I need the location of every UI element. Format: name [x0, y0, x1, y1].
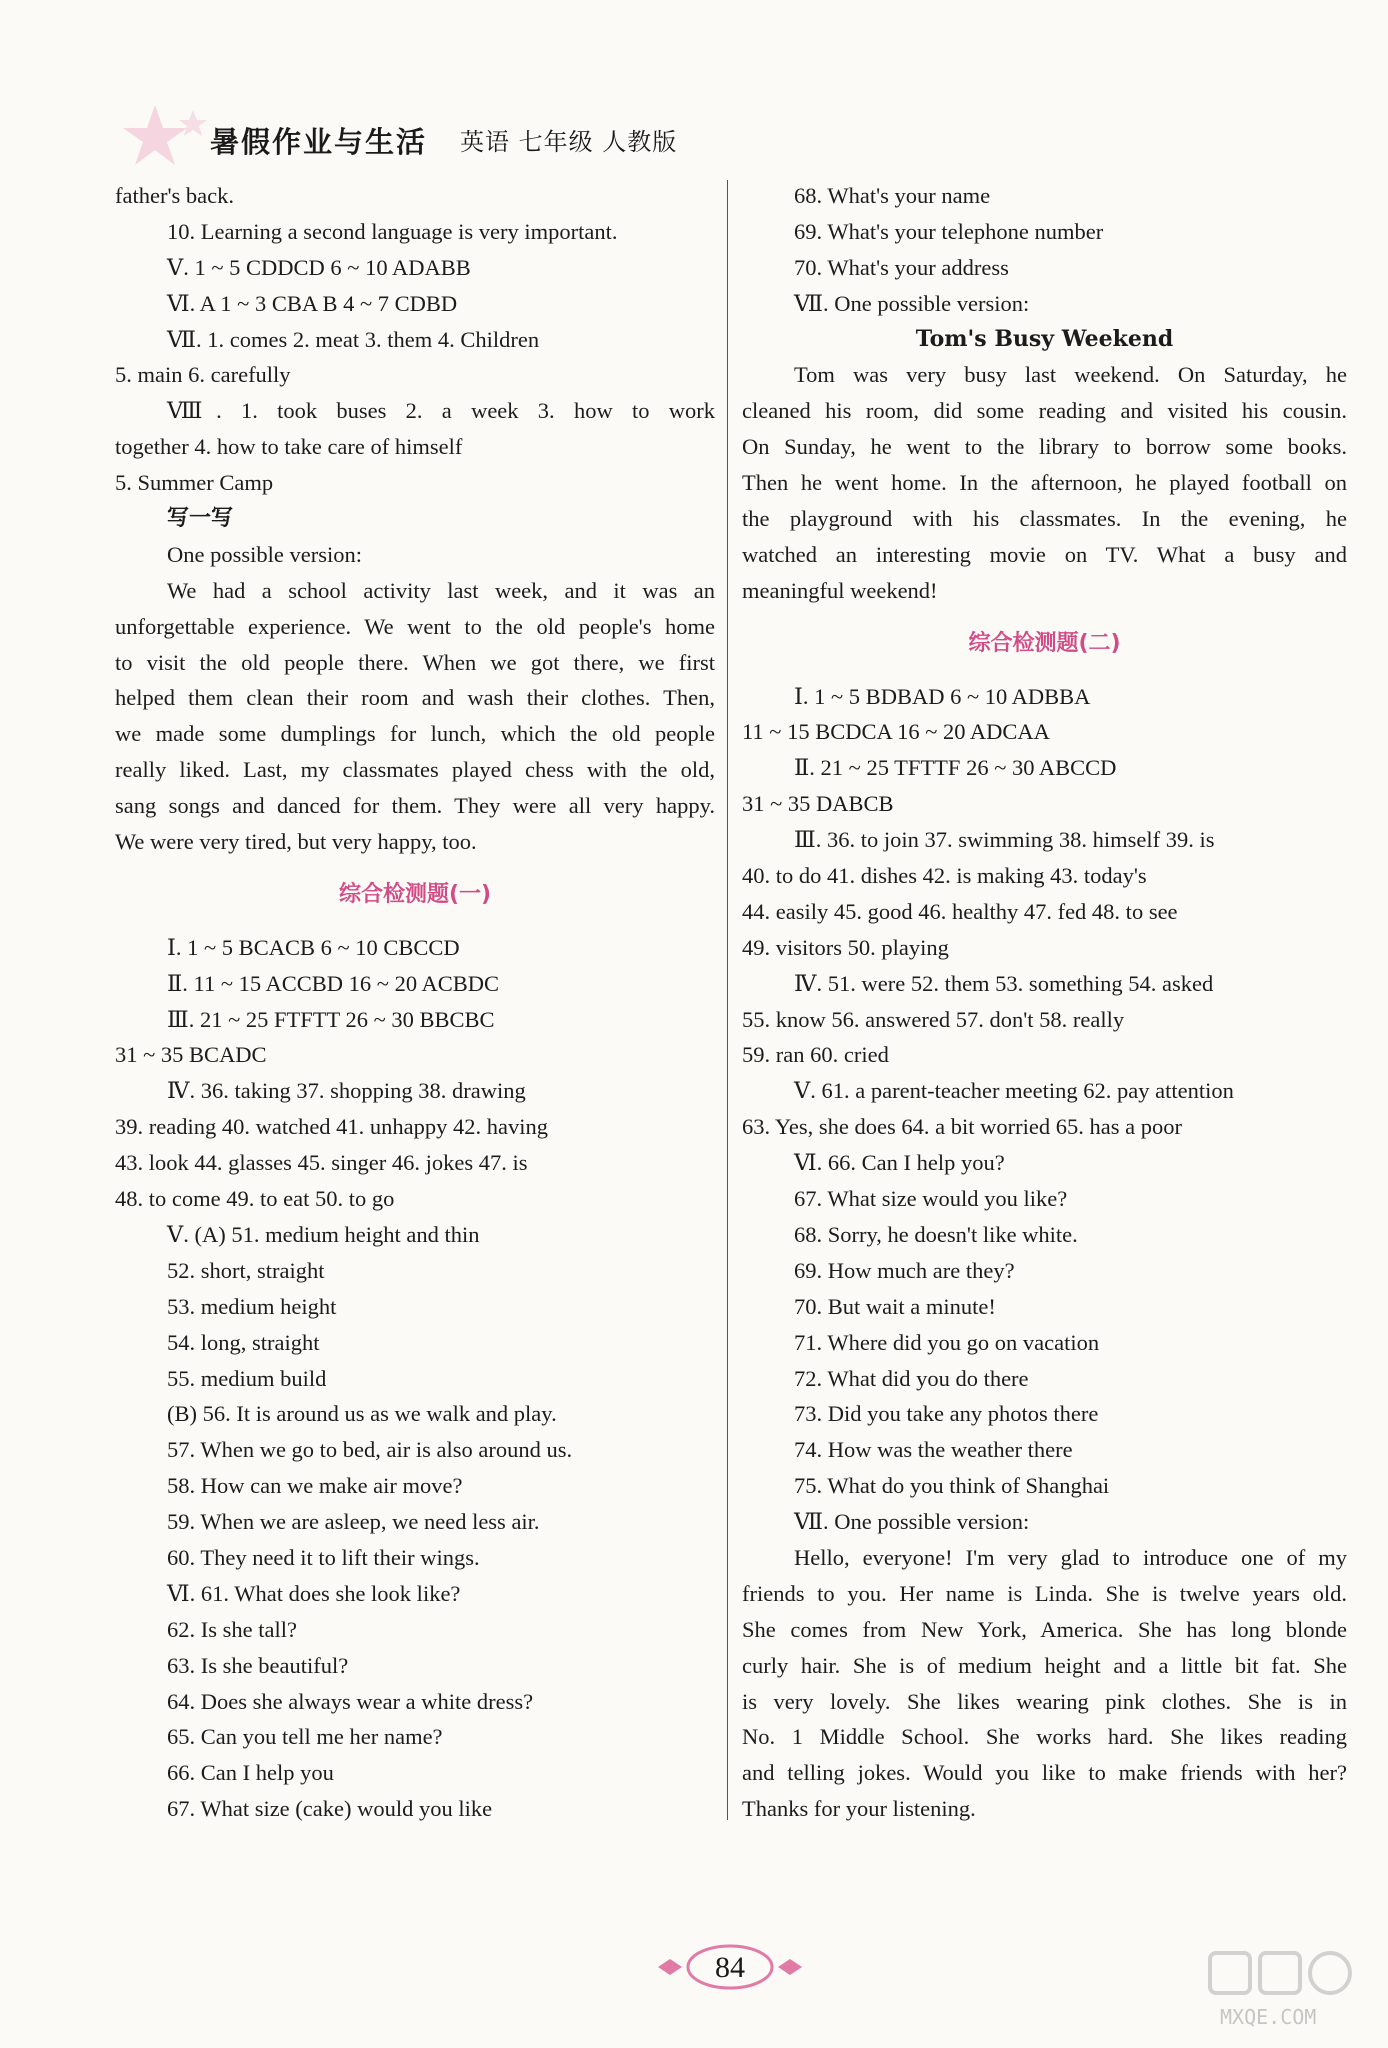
right-column-line: Ⅱ. 21 ~ 25 TFTTF 26 ~ 30 ABCCD	[794, 755, 1117, 781]
right-column-line: 55. know 56. answered 57. don't 58. really	[742, 1006, 1125, 1032]
left-column-line: 5. Summer Camp	[115, 470, 274, 496]
right-column-line: Ⅶ. One possible version:	[794, 1509, 1030, 1535]
left-column-line: 综合检测题(一)	[338, 881, 492, 907]
left-column-line: together 4. how to take care of himself	[115, 434, 463, 460]
left-column-line: 59. When we are asleep, we need less air.	[167, 1509, 540, 1535]
right-column-line: the playground with his classmates. In the evening, he	[742, 506, 1347, 532]
left-column-line: sang songs and danced for them. They were all very happy.	[115, 793, 715, 819]
column-divider	[727, 180, 728, 1820]
right-column-line: 71. Where did you go on vacation	[794, 1329, 1100, 1355]
left-column-line: Ⅷ. 1. took buses 2. a week 3. how to work	[167, 398, 715, 424]
right-column-line: 11 ~ 15 BCDCA 16 ~ 20 ADCAA	[742, 719, 1050, 745]
left-column-line: 63. Is she beautiful?	[167, 1652, 349, 1678]
left-column-line: 31 ~ 35 BCADC	[115, 1042, 267, 1068]
right-column-line: 67. What size would you like?	[794, 1186, 1068, 1212]
right-column-line: Ⅳ. 51. were 52. them 53. something 54. asked	[794, 970, 1214, 996]
right-column-line: Ⅶ. One possible version:	[794, 290, 1030, 316]
left-column-line: Ⅰ. 1 ~ 5 BCACB 6 ~ 10 CBCCD	[167, 934, 460, 960]
right-column-line: 49. visitors 50. playing	[742, 934, 949, 960]
book-subtitle: 英语 七年级 人教版	[460, 128, 678, 156]
right-column-line: Then he went home. In the afternoon, he played football on	[742, 470, 1347, 496]
page-number: 84	[715, 1951, 745, 1984]
right-column-line: Ⅴ. 61. a parent-teacher meeting 62. pay attention	[794, 1078, 1234, 1104]
right-column-line: meaningful weekend!	[742, 577, 938, 603]
left-column-line: unforgettable experience. We went to the old people's home	[115, 613, 715, 639]
left-column-line: Ⅵ. 61. What does she look like?	[167, 1580, 461, 1606]
right-column-line	[742, 609, 1347, 626]
right-column-line: No. 1 Middle School. She works hard. She likes reading	[742, 1724, 1347, 1750]
left-column-line: Ⅳ. 36. taking 37. shopping 38. drawing	[167, 1078, 526, 1104]
left-column-line: We had a school activity last week, and it was an	[167, 577, 715, 603]
right-column-line: 63. Yes, she does 64. a bit worried 65. has a poor	[742, 1114, 1182, 1140]
page-header	[115, 100, 1015, 170]
left-column-line: Ⅲ. 21 ~ 25 FTFTT 26 ~ 30 BBCBC	[167, 1006, 495, 1032]
right-column-line: Thanks for your listening.	[742, 1796, 976, 1822]
left-column-line: Ⅴ. 1 ~ 5 CDDCD 6 ~ 10 ADABB	[167, 254, 471, 280]
left-column-line: We were very tired, but very happy, too.	[115, 829, 477, 855]
right-column-line: Tom was very busy last weekend. On Saturday, he	[794, 362, 1347, 388]
watermark-site: MXQE.COM	[1220, 2005, 1317, 2029]
page-footer	[640, 1942, 820, 1992]
right-column-line: and telling jokes. Would you like to make friends with her?	[742, 1760, 1347, 1786]
left-column-line: 43. look 44. glasses 45. singer 46. jokes 47. is	[115, 1150, 528, 1176]
right-column-line: 69. How much are they?	[794, 1257, 1015, 1283]
right-column-line: 31 ~ 35 DABCB	[742, 791, 894, 817]
left-column-line: 66. Can I help you	[167, 1760, 334, 1786]
left-column-line: helped them clean their room and wash their clothes. Then,	[115, 685, 715, 711]
left-column-line: Ⅶ. 1. comes 2. meat 3. them 4. Children	[167, 326, 540, 352]
watermark-logo	[1200, 1945, 1380, 2040]
right-column-line: 44. easily 45. good 46. healthy 47. fed 48. to see	[742, 898, 1178, 924]
right-column-line: 59. ran 60. cried	[742, 1042, 889, 1068]
left-column-line: 55. medium build	[167, 1365, 327, 1391]
left-column-line	[115, 913, 715, 930]
left-column-line: 52. short, straight	[167, 1257, 325, 1283]
right-column-line: curly hair. She is of medium height and a little bit fat. She	[742, 1652, 1347, 1678]
left-column-line: 39. reading 40. watched 41. unhappy 42. having	[115, 1114, 549, 1140]
right-column-line: friends to you. Her name is Linda. She is twelve years old.	[742, 1580, 1347, 1606]
left-column-line: (B) 56. It is around us as we walk and play.	[167, 1401, 557, 1427]
left-column-line: 64. Does she always wear a white dress?	[167, 1688, 534, 1714]
book-title: 暑假作业与生活	[210, 125, 428, 159]
left-column-line: 54. long, straight	[167, 1329, 320, 1355]
right-column-line: 75. What do you think of Shanghai	[794, 1473, 1110, 1499]
watermark-icon	[1200, 1945, 1380, 2005]
left-column-line: 48. to come 49. to eat 50. to go	[115, 1186, 395, 1212]
right-column-line: 综合检测题(二)	[968, 630, 1121, 656]
right-column-line: Tom's Busy Weekend	[915, 325, 1174, 352]
right-column-line: On Sunday, he went to the library to borrow some books.	[742, 434, 1347, 460]
right-column-line: 69. What's your telephone number	[794, 218, 1104, 244]
left-column-line: 67. What size (cake) would you like	[167, 1796, 493, 1822]
left-column-line: 10. Learning a second language is very important.	[167, 218, 618, 244]
left-column-line: Ⅴ. (A) 51. medium height and thin	[167, 1221, 480, 1247]
right-column-line: 68. What's your name	[794, 183, 991, 208]
left-column-line: father's back.	[115, 183, 234, 208]
right-column-line: cleaned his room, did some reading and visited his cousin.	[742, 398, 1347, 424]
right-column-line: 70. What's your address	[794, 254, 1009, 280]
left-column-line: really liked. Last, my classmates played chess with the old,	[115, 757, 715, 783]
left-column-line: 60. They need it to lift their wings.	[167, 1544, 480, 1570]
left-column-line: to visit the old people there. When we got there, we first	[115, 649, 715, 675]
left-column-line	[115, 860, 715, 877]
left-column-line: 写一写	[167, 506, 234, 532]
right-column-line: 40. to do 41. dishes 42. is making 43. today's	[742, 863, 1147, 889]
left-column-line: 65. Can you tell me her name?	[167, 1724, 443, 1750]
right-column	[742, 178, 1347, 1827]
left-column-line: we made some dumplings for lunch, which the old people	[115, 721, 715, 747]
right-column-line: Hello, everyone! I'm very glad to introduce one of my	[794, 1544, 1347, 1570]
right-column-line: Ⅵ. 66. Can I help you?	[794, 1150, 1005, 1176]
right-column-line: She comes from New York, America. She has long blonde	[742, 1616, 1347, 1642]
right-column-line: Ⅰ. 1 ~ 5 BDBAD 6 ~ 10 ADBBA	[794, 683, 1091, 709]
right-column-line: watched an interesting movie on TV. What a busy and	[742, 541, 1347, 567]
left-column-line: 5. main 6. carefully	[115, 362, 291, 388]
right-column-line: 70. But wait a minute!	[794, 1293, 996, 1319]
right-column-line: Ⅲ. 36. to join 37. swimming 38. himself 39. is	[794, 827, 1215, 853]
right-column-line: 72. What did you do there	[794, 1365, 1029, 1391]
left-column	[115, 178, 715, 1827]
left-column-line: One possible version:	[167, 541, 362, 567]
left-column-line: Ⅵ. A 1 ~ 3 CBA B 4 ~ 7 CDBD	[167, 290, 458, 316]
left-column-line: 62. Is she tall?	[167, 1616, 297, 1642]
left-column-line: 57. When we go to bed, air is also around us.	[167, 1437, 573, 1463]
right-column-line: 74. How was the weather there	[794, 1437, 1073, 1463]
right-column-line: 73. Did you take any photos there	[794, 1401, 1099, 1427]
left-column-line: Ⅱ. 11 ~ 15 ACCBD 16 ~ 20 ACBDC	[167, 970, 499, 996]
left-column-line: 58. How can we make air move?	[167, 1473, 463, 1499]
left-column-line: 53. medium height	[167, 1293, 337, 1319]
right-column-line: 68. Sorry, he doesn't like white.	[794, 1221, 1078, 1247]
right-column-line	[742, 662, 1347, 679]
right-column-line: is very lovely. She likes wearing pink clothes. She is in	[742, 1688, 1347, 1714]
